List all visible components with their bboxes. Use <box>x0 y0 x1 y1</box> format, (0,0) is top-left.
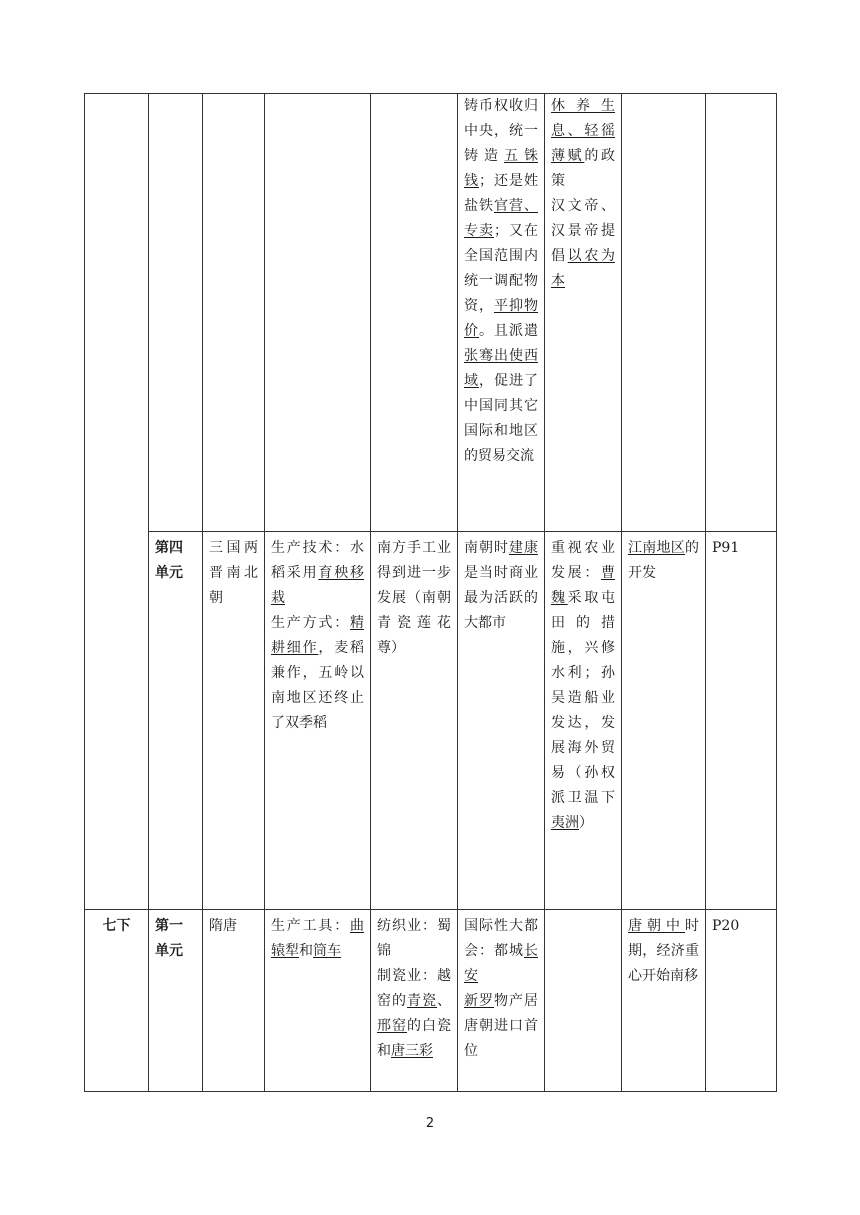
commerce-cell <box>458 532 545 910</box>
page-ref-cell: P20 <box>706 910 777 1092</box>
remarks-cell <box>622 94 706 532</box>
history-summary-table <box>84 93 777 1092</box>
handicraft-cell <box>371 532 458 910</box>
text-segment: 的白瓷和 <box>377 1018 451 1059</box>
underlined-term: 曲辕犁 <box>271 918 364 959</box>
grade-cell: 七下 <box>85 910 149 1092</box>
text-segment: 和 <box>299 943 313 959</box>
underlined-term: 江南地区 <box>628 540 685 556</box>
underlined-term: 唐三彩 <box>391 1043 433 1059</box>
text-segment: ，麦稻兼作，五岭以南地区还终止了双季稻 <box>271 640 365 731</box>
text-segment: 生产技术：水稻采用 <box>271 540 364 581</box>
underlined-term: 新罗 <box>464 993 494 1009</box>
text-segment: 铸币权收归中央，统一铸造 <box>464 98 538 164</box>
agriculture-cell <box>265 94 371 532</box>
text-segment: 国际性大都会：都城 <box>464 918 538 959</box>
handicraft-cell <box>371 910 458 1092</box>
text-segment: 制瓷业：越窑的 <box>377 968 451 1009</box>
text-segment: 生产方式： <box>271 615 350 631</box>
policy-cell <box>545 910 622 1092</box>
remarks-cell <box>622 910 706 1092</box>
period-cell <box>203 94 265 532</box>
remarks-cell <box>622 532 706 910</box>
text-segment: 、 <box>437 993 451 1009</box>
text-segment: ） <box>579 815 593 831</box>
underlined-term: 五铢钱 <box>464 148 538 189</box>
grade-cell <box>85 94 149 910</box>
handicraft-cell <box>371 94 458 532</box>
unit-cell: 第四单元 <box>149 532 203 910</box>
underlined-term: 长安 <box>464 943 538 984</box>
text-segment: 重视农业发展： <box>551 540 615 581</box>
text-segment: 南方手工业得到进一步发展（南朝青瓷莲花尊） <box>377 540 451 656</box>
text-segment: ；又在全国范围内统一调配物资， <box>464 223 538 314</box>
underlined-term: 官营、专卖 <box>464 198 538 239</box>
underlined-term: 以农为本 <box>551 248 616 289</box>
underlined-term: 邢窑 <box>377 1018 407 1034</box>
policy-cell <box>545 94 622 532</box>
period-cell: 三国两晋南北朝 <box>203 532 265 910</box>
text-segment: 。且派遣 <box>479 323 538 339</box>
table-row <box>85 94 777 532</box>
underlined-term: 青瓷 <box>407 993 437 1009</box>
underlined-term: 精耕细作 <box>271 615 364 656</box>
underlined-term: 夷洲 <box>551 815 579 831</box>
underlined-term: 平抑物价 <box>464 298 538 339</box>
commerce-cell <box>458 910 545 1092</box>
agriculture-cell <box>265 532 371 910</box>
table-row <box>85 910 777 1092</box>
text-segment: 的开发 <box>628 540 699 581</box>
text-segment: 南朝时 <box>464 540 509 556</box>
text-segment: 纺织业：蜀锦 <box>377 918 451 959</box>
text-segment: 汉文帝、汉景帝提倡 <box>551 198 615 264</box>
text-segment: 采取屯田的措施，兴修水利；孙吴造船业发达，发展海外贸易（孙权派卫温下 <box>551 590 616 806</box>
page-number: 2 <box>425 1116 435 1131</box>
policy-cell <box>545 532 622 910</box>
underlined-term: 休养生息、轻徭薄赋 <box>551 98 615 164</box>
underlined-term: 筒车 <box>313 943 341 959</box>
underlined-term: 张骞出使西域 <box>464 348 538 389</box>
text-segment: 是当时商业最为活跃的大都市 <box>464 565 538 631</box>
agriculture-cell <box>265 910 371 1092</box>
text-segment: 生产工具： <box>271 918 350 934</box>
text-segment: ，促进了中国同其它国际和地区的贸易交流 <box>464 373 538 464</box>
table-row <box>85 532 777 910</box>
unit-cell <box>149 94 203 532</box>
underlined-term: 曹魏 <box>551 565 615 606</box>
text-segment: 时期，经济重心开始南移 <box>628 918 699 984</box>
page-ref-cell: P91 <box>706 532 777 910</box>
text-segment: 的政策 <box>551 148 616 189</box>
commerce-cell <box>458 94 545 532</box>
text-segment: ；还是姓盐铁 <box>464 173 538 214</box>
underlined-term: 建康 <box>509 540 538 556</box>
page-ref-cell <box>706 94 777 532</box>
period-cell: 隋唐 <box>203 910 265 1092</box>
underlined-term: 育秧移栽 <box>271 565 365 606</box>
unit-cell: 第一单元 <box>149 910 203 1092</box>
text-segment: 物产居唐朝进口首位 <box>464 993 538 1059</box>
underlined-term: 唐朝中 <box>628 918 685 934</box>
